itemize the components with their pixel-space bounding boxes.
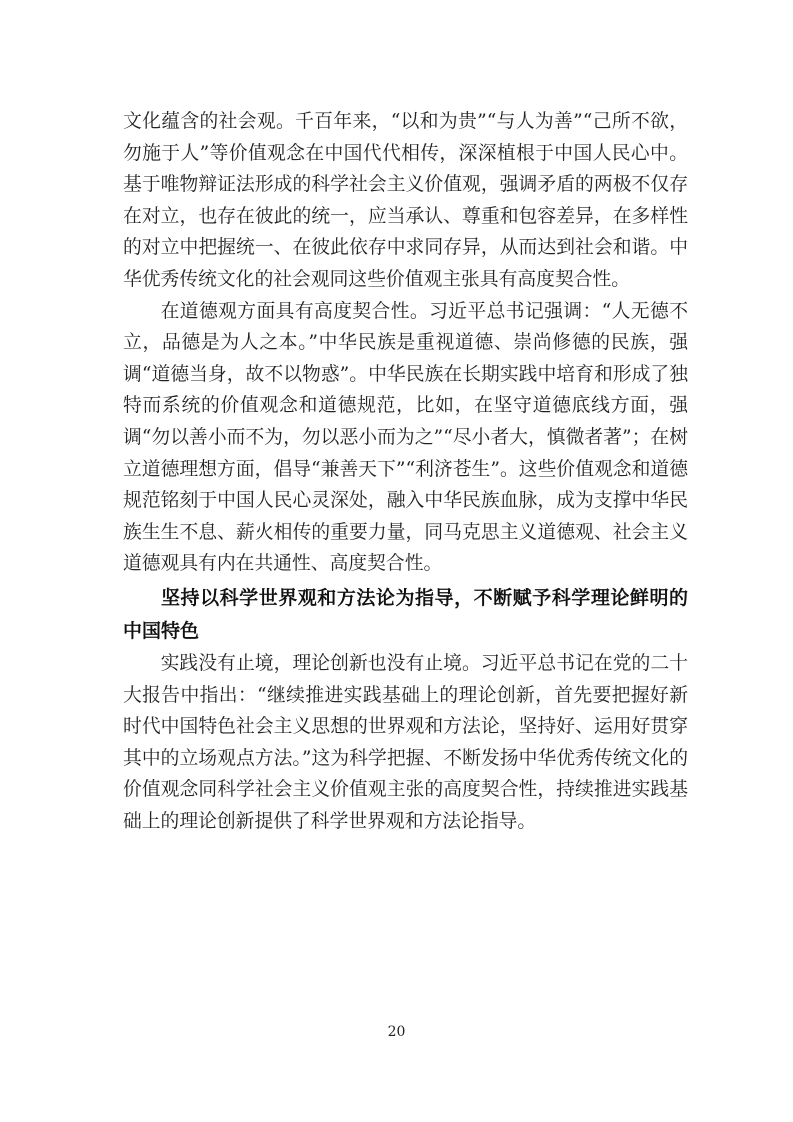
- page-number: 20: [387, 1024, 406, 1040]
- section-heading: 坚持以科学世界观和方法论为指导，不断赋予科学理论鲜明的中国特色: [123, 586, 688, 642]
- paragraph-theory-innovation: 实践没有止境，理论创新也没有止境。习近平总书记在党的二十大报告中指出：“继续推进实践基础上的理论创新，首先要把握好新时代中国特色社会主义思想的世界观和方法论，坚持好、运用好贯穿其中的立场观点方法。”这为科学把握、不断发扬中华优秀传统文化的价值观念同科学社会主义价值观主张的高度契合性，持续推进实践基础上的理论创新提供了科学世界观和方法论指导。: [123, 652, 688, 832]
- paragraph-social-view: 文化蕴含的社会观。千百年来，“以和为贵”“与人为善”“己所不欲，勿施于人”等价值观念在中国代代相传，深深植根于中国人民心中。基于唯物辩证法形成的科学社会主义价值观，强调矛盾的两极不仅存在对立，也存在彼此的统一，应当承认、尊重和包容差异，在多样性的对立中把握统一、在彼此依存中求同存异，从而达到社会和谐。中华优秀传统文化的社会观同这些价值观主张具有高度契合性。: [123, 111, 688, 290]
- paragraph-moral-view: 在道德观方面具有高度契合性。习近平总书记强调：“人无德不立，品德是为人之本。”中华民族是重视道德、崇尚修德的民族，强调“道德当身，故不以物惑”。中华民族在长期实践中培育和形成了独特而系统的价值观念和道德规范，比如，在坚守道德底线方面，强调“勿以善小而不为，勿以恶小而为之”“尽小者大，慎微者著”；在树立道德理想方面，倡导“兼善天下”“利济苍生”。这些价值观念和道德规范铭刻于中国人民心灵深处，融入中华民族血脉，成为支撑中华民族生生不息、薪火相传的重要力量，同马克思主义道德观、社会主义道德观具有内在共通性、高度契合性。: [123, 300, 688, 575]
- document-body: [123, 106, 688, 837]
